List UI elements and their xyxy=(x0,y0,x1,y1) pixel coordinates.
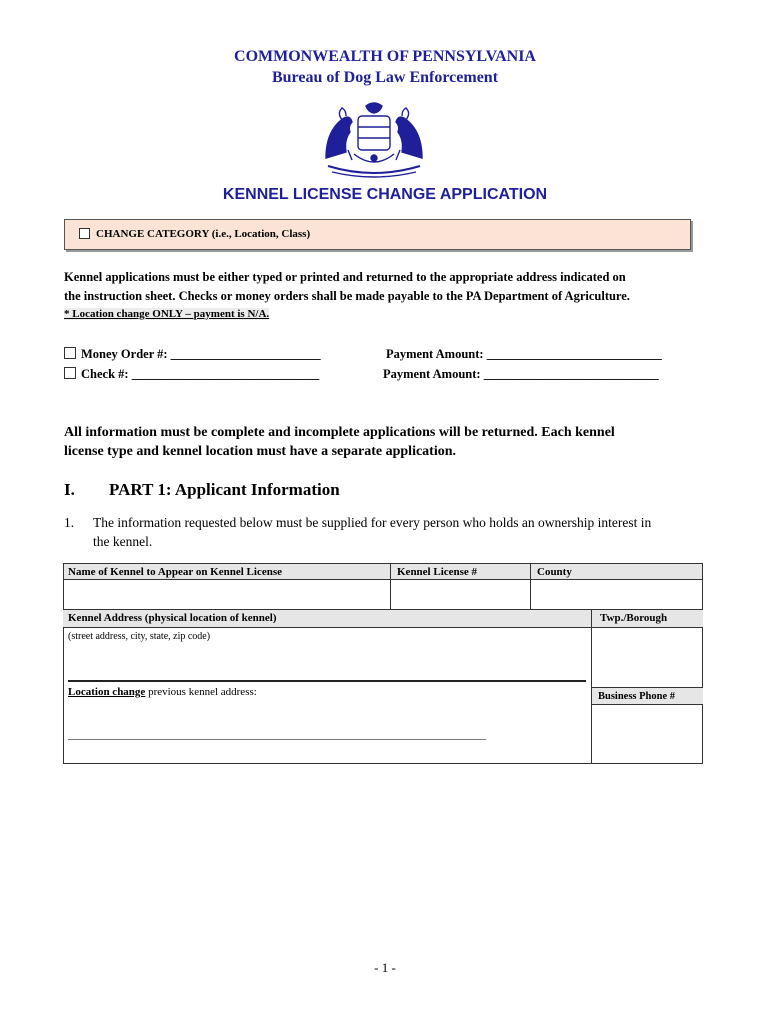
license-number-field[interactable] xyxy=(391,580,530,609)
payment-amount-2[interactable]: Payment Amount: ____________________________ xyxy=(383,367,659,381)
payment-amount-1[interactable]: Payment Amount: ____________________________ xyxy=(386,347,662,361)
notice-line-2: license type and kennel location must have a separate application. xyxy=(64,444,457,459)
pennsylvania-seal-icon xyxy=(318,100,430,180)
item-line-2: the kennel. xyxy=(93,534,153,549)
part1-numeral: I. xyxy=(64,480,75,499)
address-hint: (street address, city, state, zip code) xyxy=(68,631,211,642)
kennel-address-field[interactable] xyxy=(64,643,590,679)
intro-line-1: Kennel applications must be either typed or printed and returned to the appropriate address indicated on xyxy=(64,270,626,284)
change-category-label: CHANGE CATEGORY (i.e., Location, Class) xyxy=(96,228,311,240)
intro-line-2: the instruction sheet. Checks or money orders shall be made payable to the PA Department of Agriculture. xyxy=(64,289,630,303)
item-number: 1. xyxy=(64,515,75,530)
money-order-row xyxy=(64,347,321,362)
col-kennel-name: Name of Kennel to Appear on Kennel License xyxy=(68,566,282,578)
business-phone-label: Business Phone # xyxy=(598,691,676,702)
county-field[interactable] xyxy=(531,580,702,609)
change-category-checkbox[interactable] xyxy=(79,228,90,239)
twp-borough-label: Twp./Borough xyxy=(600,612,668,624)
col-license-no: Kennel License # xyxy=(397,566,478,578)
check-label: Check #: ______________________________ xyxy=(81,367,320,381)
form-title: KENNEL LICENSE CHANGE APPLICATION xyxy=(222,186,548,203)
header-bureau: Bureau of Dog Law Enforcement xyxy=(271,69,499,86)
location-change-rest: previous kennel address: xyxy=(145,686,257,698)
location-change-note: * Location change ONLY – payment is N/A. xyxy=(64,308,270,320)
check-checkbox[interactable] xyxy=(64,367,76,379)
page-number: - 1 - xyxy=(374,960,396,975)
twp-borough-field[interactable] xyxy=(592,629,702,687)
money-order-label: Money Order #: ________________________ xyxy=(81,347,321,361)
money-order-checkbox[interactable] xyxy=(64,347,76,359)
business-phone-field[interactable] xyxy=(592,705,702,763)
previous-address-field[interactable] xyxy=(64,702,590,732)
header-commonwealth: COMMONWEALTH OF PENNSYLVANIA xyxy=(234,48,536,65)
address-label: Kennel Address (physical location of kennel) xyxy=(68,612,277,624)
col-county: County xyxy=(537,566,572,578)
previous-address-line: ____________________________________________________________________________ xyxy=(68,729,486,741)
location-change-row xyxy=(68,686,257,698)
change-category-box xyxy=(64,219,691,250)
item-line-1: The information requested below must be supplied for every person who holds an ownership interest in xyxy=(93,515,652,530)
part1-title: PART 1: Applicant Information xyxy=(109,480,340,499)
check-row xyxy=(64,367,319,382)
divider xyxy=(68,680,586,682)
location-change-label: Location change xyxy=(68,686,146,698)
notice-line-1: All information must be complete and incomplete applications will be returned. Each kennel xyxy=(64,425,615,440)
kennel-name-field[interactable] xyxy=(64,580,390,609)
